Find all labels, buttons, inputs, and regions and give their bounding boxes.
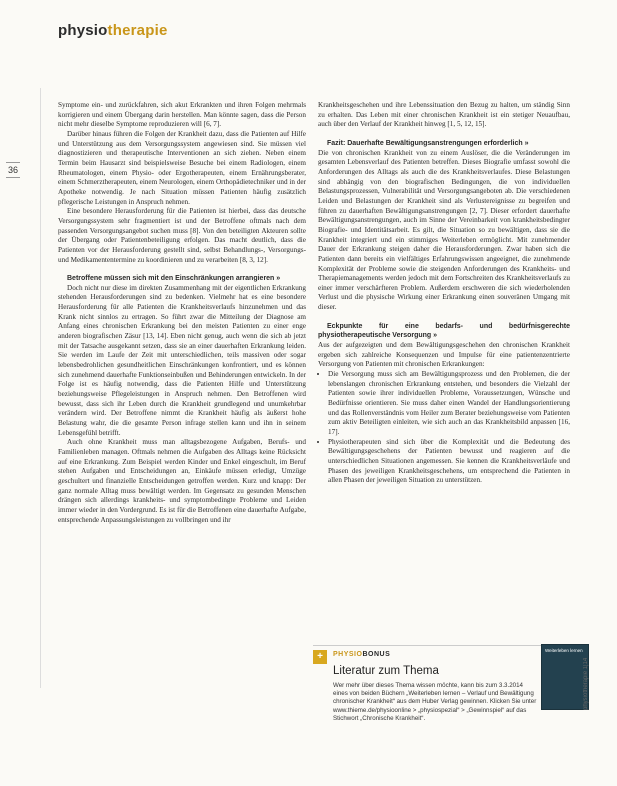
bonus-kicker: PHYSIOBONUS [333,651,391,658]
bonus-title: Literatur zum Thema [333,665,439,677]
paragraph: Darüber hinaus führen die Folgen der Krankheit dazu, dass die Patienten auf Hilfe und Unterstützung aus dem Versorgungssystem angewiesen sind. Sie müssen viel diagnostizieren und therapeutische Interventionen an sich ziehen. Neben einem Termin beim Hausarzt sind beispielsweise Besuche bei einem Radiologen, einem Rheumatologen, einem Physio- oder Ergotherapeuten, einem Ernährungsberater, einem Schmerztherapeuten, einem Neurologen, einem Orthopädietechniker und in der Apotheke notwendig. Je nach Situation müssen Patienten häufig zusätzlich pflegerische Leistungen in Anspruch nehmen. [58,129,306,206]
paragraph: Symptome ein- und zurückfahren, sich akut Erkrankten und ihren Folgen mehrmals korrigieren und einem Übergang darin herstellen. Man könnte sagen, dass die Person nicht mehr dieselbe Symptome reproduzieren will [6, 7]. [58,101,306,129]
plus-icon: + [313,650,327,664]
physiobonus-box [313,645,583,746]
book-cover-image [541,644,589,710]
article-column-right [318,101,570,486]
article-column-left [58,101,306,525]
section-heading: Betroffene müssen sich mit den Einschränkungen arrangieren » [67,275,281,283]
margin-divider [40,88,41,688]
paragraph: Auch ohne Krankheit muss man alltagsbezogene Aufgaben, Berufs- und Familienleben managen. Oftmals nehmen die Aufgaben des Alltags keine Rücksicht auf eine Erkrankung. Zum Beispiel werden Kinder und Enkel eingeschult, im Beruf stehen Aufgaben und Entscheidungen an, Einkäufe müssen erledigt, Umzüge geschultert und finanzielle Entscheidungen getroffen werden. Kurz und knapp: Der ganz normale Alltag muss bewältigt werden. Im Gegensatz zu gesunden Menschen drängen sich allerdings krankheits- und symptombedingte Probleme und Leiden immer wieder in den Vordergrund. Es ist für die Betroffenen eine dauerhafte Aufgabe, entsprechende Anpassungsleistungen zu vollbringen und ihr [58,438,306,524]
paragraph: Eine besondere Herausforderung für die Patienten ist hierbei, dass das deutsche Versorgungssystem sehr fragmentiert ist und der Betroffene oftmals nach dem passenden Versorgungsangebot suchen muss [8]. Von den beteiligten Akteuren sollte der Übergang oder Patientenbeteiligung erfolgen. Das macht deutlich, dass die Patienten vor der Herausforderung gestellt sind, selbst Behandlungs-, Versorgungs- und Medikamententermine zu koordinieren und zu verarbeiten [8, 3, 12]. [58,207,306,264]
page-number: 36 [6,162,20,178]
paragraph: Aus der aufgezeigten und dem Bewältigungsgeschehen den chronischen Krankheit ergeben sich zahlreiche Konsequenzen und Impulse für eine patientenzentrierte Versorgung von Patienten mit chronischen Erkrankungen: [318,341,570,369]
bullet-list [318,370,570,486]
book-title: Weiterleben lernen [545,648,583,653]
list-item: • Physiotherapeuten sind sich über die Komplexität und die Bedeutung des Bewältigungsgeschehens der Patienten bewusst und reagieren auf die unterschiedlichen Situationen angemessen. Sie kennen die Krankheitsverläufe und Phasen des jeweiligen Krankheitsgeschehens, um entsprechend die Patienten in allen Phasen der jeweiligen Situation zu unterstützen. [328,438,570,486]
paragraph: Die von chronischen Krankheit von zu einem Auslöser, die die Veränderungen im gesamten Lebensverlauf des Patienten betreffen. Dieses Biografie umfasst sowohl die Anforderungen des Alltags als auch die des Krankheitsverlaufes. Diese Belastungen sind abhängig von den biografischen Bedingungen, die von individuellen Belastungsprozessen, Vulnerabilität und Versorgungsangeboten ab. Die verschiedenen Leiden und Belastungen der Krankheit sind als Verlustereignisse zu begreifen und führen zu dauerhaften Bewältigungsanstrengungen [2, 7]. Dieser erfordert dauerhafte Bewältigungsanstrengungen, auch im Sinne der Vereinbarkeit von krankheitsbedingter Biografie- und Identitätsarbeit. Es gilt, die Situation so zu bewältigen, dass sie die Krankheit integriert und ein stimmiges Weiterleben ermöglicht. Mit zunehmender Dauer der Erkrankung steigen daher die Herausforderungen. Zwar haben sich die Patienten dann bereits ein vielfältiges Erfahrungswissen angeeignet, die zunehmende Komplexität der Probleme sowie die steigenden Anforderungen des Krankheits- und Therapiemanagements werden jedoch mit dem Fortschreiten des Krankheitsverlaufs zu einer immer verschärfteren Problem. Außerdem erschweren die sich wiederholenden Verlust und die physische Wirkung einer Erkrankung einen souveränen Umgang mit dieser. [318,148,570,312]
section-heading: Eckpunkte für eine bedarfs- und bedürfnisgerechte physiotherapeutische Versorgung » [318,322,570,340]
section-heading: Fazit: Dauerhafte Bewältigungsanstrengungen erforderlich » [327,139,529,147]
bonus-text: Wer mehr über dieses Thema wissen möchte, kann bis zum 3.3.2014 eines von beiden Büchern „Weiterleben lernen – Verlauf und Bewältigung chronischer Krankheit“ aus dem Huber Verlag gewinnen. Klicken Sie unter www.thieme.de/physioonline > „physiospezial“ > „Gewinnspiel“ auf das Stichwort „Chronische Krankheit“. [333,682,537,722]
paragraph: Krankheitsgeschehen und ihre Lebenssituation den Bezug zu halten, um ständig Sinn zu erhalten. Das Leben mit einer chronischen Krankheit ist ein stetiger Neuaufbau, auch über den Verlauf der Krankheit hinweg [1, 5, 12, 15]. [318,101,570,129]
paragraph: Doch nicht nur diese im direkten Zusammenhang mit der eigentlichen Erkrankung stehenden Herausforderungen sind zu bedenken. Vielmehr hat es eine besondere Herausforderung für alle Patienten die Krankheitsverlaufs hinzunehmen und das Krank nicht sinnlos zu ertragen. So führt zwar die Mitteilung der Diagnose am Anfang eines chronischen Erkrankung bei den meisten Patienten zu einer enge anderen biografischen Zäsur [13, 14]. Eben nicht genug, auch wenn die sich ab jetzt mit der Tatsache ausgekannt setzen, dass sie an einer dauerhaften Erkrankung leiden. Sie werden im Laufe der Zeit mit unterschiedlichen, teils massiven oder sogar lebensbedrohlichen gesundheitlichen Einschränkungen konfrontiert, und es können sich zunehmend dauerhafte Funktionseinbußen und Behinderungen entwickeln. In der Folge ist es häufig notwendig, dass die Patienten Hilfe und Unterstützung beziehungsweise Pflegeleistungen in Anspruch nehmen. Den Betroffenen wird bewusst, dass sich ihr Leben durch die Krankheit grundlegend und unumkehrbar verändern wird. Der Betroffene nimmt die Krankheit häufig als äußerst hohe Belastung wahr, die die gesamte Person infrage stellen kann und ihn in seinem Lebensgefühl betrifft. [58,283,306,437]
journal-title: physiotherapie [58,22,168,39]
side-imprint: physiotherapie 1|14 [583,657,589,710]
list-item: • Die Versorgung muss sich am Bewältigungsprozess und den Problemen, die der lebenslangen chronischen Erkrankung entstehen, und besonders die Vielzahl der Patienten sowie ihrer individuellen Probleme, Voraussetzungen, Wünsche und Bedürfnisse orientieren. Sie muss daher einen Wandel der Handlungsorientierung und das Rollenverständnis vom Heiler zum Berater beziehungsweise vom Patienten zum aktiv Beteiligten einleiten, wie sich auch an das Krankheitsbild anpassen [16, 17]. [328,370,570,438]
